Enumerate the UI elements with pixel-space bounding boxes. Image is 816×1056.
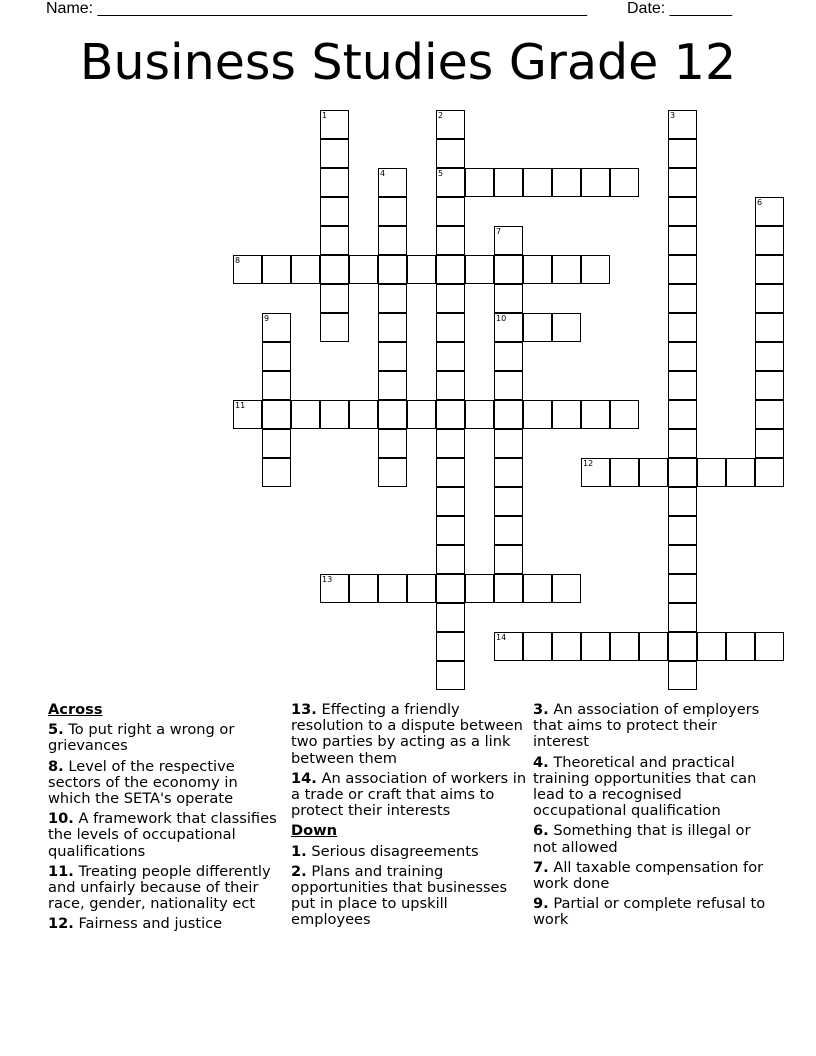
clue-item bbox=[533, 755, 769, 820]
crossword-cell[interactable] bbox=[436, 632, 465, 661]
crossword-cell[interactable] bbox=[349, 400, 378, 429]
clue-number: 14. bbox=[291, 769, 317, 787]
crossword-cell[interactable] bbox=[436, 342, 465, 371]
crossword-cell[interactable] bbox=[320, 139, 349, 168]
crossword-cell[interactable] bbox=[465, 255, 494, 284]
crossword-cell[interactable] bbox=[262, 255, 291, 284]
clue-item bbox=[48, 759, 284, 808]
clue-number: 7. bbox=[533, 858, 549, 876]
clue-text: Effecting a friendly resolution to a dispute between two parties by acting as a link between them bbox=[291, 701, 523, 767]
crossword-cell[interactable] bbox=[378, 458, 407, 487]
crossword-cell[interactable] bbox=[494, 632, 523, 661]
clue-number-label: 2 bbox=[438, 111, 444, 120]
crossword-cell[interactable] bbox=[436, 400, 465, 429]
crossword-cell[interactable] bbox=[668, 226, 697, 255]
clue-number: 9. bbox=[533, 895, 549, 913]
crossword-cell[interactable] bbox=[755, 226, 784, 255]
crossword-cell[interactable] bbox=[552, 255, 581, 284]
crossword-cell[interactable] bbox=[639, 458, 668, 487]
crossword-cell[interactable] bbox=[436, 226, 465, 255]
crossword-cell[interactable] bbox=[523, 255, 552, 284]
clue-text: Plans and training opportunities that businesses put in place to upskill employees bbox=[291, 862, 508, 929]
crossword-cell[interactable] bbox=[262, 342, 291, 371]
across-heading: Across bbox=[48, 701, 103, 718]
crossword-cell[interactable] bbox=[668, 371, 697, 400]
clue-item bbox=[533, 896, 769, 928]
clue-number-label: 6 bbox=[757, 198, 763, 207]
clue-number-label: 12 bbox=[583, 459, 594, 468]
crossword-cell[interactable] bbox=[262, 371, 291, 400]
clue-number-label: 13 bbox=[322, 575, 333, 584]
crossword-cell[interactable] bbox=[436, 429, 465, 458]
crossword-cell[interactable] bbox=[494, 284, 523, 313]
crossword-cell[interactable] bbox=[697, 458, 726, 487]
crossword-cell[interactable] bbox=[494, 226, 523, 255]
crossword-cell[interactable] bbox=[523, 168, 552, 197]
crossword-cell[interactable] bbox=[378, 226, 407, 255]
clue-column-2 bbox=[291, 702, 527, 929]
crossword-cell[interactable] bbox=[668, 313, 697, 342]
clue-text: To put right a wrong or grievances bbox=[48, 721, 235, 755]
crossword-cell[interactable] bbox=[378, 255, 407, 284]
crossword-cell[interactable] bbox=[436, 139, 465, 168]
crossword-cell[interactable] bbox=[262, 400, 291, 429]
clue-text: All taxable compensation for work done bbox=[533, 858, 764, 893]
crossword-cell[interactable] bbox=[668, 632, 697, 661]
clue-number: 13. bbox=[291, 701, 317, 718]
crossword-cell[interactable] bbox=[407, 400, 436, 429]
crossword-cell[interactable] bbox=[436, 516, 465, 545]
clue-number-label: 10 bbox=[496, 314, 507, 323]
crossword-cell[interactable] bbox=[610, 458, 639, 487]
crossword-cell[interactable] bbox=[349, 574, 378, 603]
clue-text: An association of workers in a trade or craft that aims to protect their interests bbox=[291, 769, 527, 820]
crossword-cell[interactable] bbox=[291, 400, 320, 429]
clue-column-1 bbox=[48, 702, 284, 933]
crossword-cell[interactable] bbox=[726, 458, 755, 487]
crossword-cell[interactable] bbox=[378, 313, 407, 342]
crossword-cell[interactable] bbox=[320, 255, 349, 284]
crossword-cell[interactable] bbox=[465, 168, 494, 197]
crossword-cell[interactable] bbox=[755, 400, 784, 429]
crossword-cell[interactable] bbox=[755, 342, 784, 371]
crossword-cell[interactable] bbox=[494, 168, 523, 197]
crossword-cell[interactable] bbox=[378, 342, 407, 371]
clue-item bbox=[533, 702, 769, 751]
clue-column-3 bbox=[533, 702, 769, 929]
page-title: Business Studies Grade 12 bbox=[79, 34, 737, 91]
crossword-cell[interactable] bbox=[697, 632, 726, 661]
crossword-cell[interactable] bbox=[436, 661, 465, 690]
clue-number: 6. bbox=[533, 822, 549, 840]
clue-number-label: 7 bbox=[496, 227, 502, 236]
crossword-cell[interactable] bbox=[349, 255, 378, 284]
clue-text: Something that is illegal or not allowed bbox=[533, 822, 751, 856]
crossword-cell[interactable] bbox=[552, 574, 581, 603]
crossword-cell[interactable] bbox=[494, 371, 523, 400]
clue-item bbox=[48, 864, 284, 913]
clue-text: Level of the respective sectors of the economy in which the SETA's operate bbox=[48, 757, 238, 808]
crossword-cell[interactable] bbox=[581, 255, 610, 284]
crossword-cell[interactable] bbox=[668, 661, 697, 690]
crossword-cell[interactable] bbox=[465, 574, 494, 603]
clue-number: 10. bbox=[48, 810, 74, 828]
clue-item bbox=[291, 844, 527, 860]
crossword-cell[interactable] bbox=[494, 400, 523, 429]
crossword-cell[interactable] bbox=[320, 574, 349, 603]
crossword-cell[interactable] bbox=[610, 168, 639, 197]
crossword-cell[interactable] bbox=[668, 516, 697, 545]
crossword-cell[interactable] bbox=[610, 632, 639, 661]
clue-number: 3. bbox=[533, 701, 549, 718]
crossword-cell[interactable] bbox=[378, 429, 407, 458]
crossword-cell[interactable] bbox=[668, 545, 697, 574]
crossword-cell[interactable] bbox=[755, 255, 784, 284]
crossword-cell[interactable] bbox=[494, 458, 523, 487]
crossword-cell[interactable] bbox=[436, 284, 465, 313]
crossword-cell[interactable] bbox=[581, 168, 610, 197]
crossword-cell[interactable] bbox=[378, 197, 407, 226]
crossword-cell[interactable] bbox=[291, 255, 320, 284]
crossword-cell[interactable] bbox=[523, 632, 552, 661]
crossword-cell[interactable] bbox=[668, 429, 697, 458]
crossword-cell[interactable] bbox=[755, 197, 784, 226]
crossword-cell[interactable] bbox=[552, 313, 581, 342]
crossword-cell[interactable] bbox=[755, 284, 784, 313]
crossword-cell[interactable] bbox=[755, 429, 784, 458]
clue-item bbox=[291, 771, 527, 820]
crossword-cell[interactable] bbox=[378, 168, 407, 197]
crossword-cell[interactable] bbox=[610, 400, 639, 429]
crossword-cell[interactable] bbox=[378, 284, 407, 313]
clue-item bbox=[533, 823, 769, 855]
crossword-cell[interactable] bbox=[320, 284, 349, 313]
crossword-cell[interactable] bbox=[436, 458, 465, 487]
crossword-cell[interactable] bbox=[668, 168, 697, 197]
crossword-cell[interactable] bbox=[494, 516, 523, 545]
crossword-cell[interactable] bbox=[320, 313, 349, 342]
clue-item bbox=[291, 702, 527, 767]
crossword-cell[interactable] bbox=[233, 255, 262, 284]
clue-item bbox=[48, 916, 284, 932]
crossword-cell[interactable] bbox=[407, 255, 436, 284]
clue-number: 12. bbox=[48, 915, 74, 933]
crossword-cell[interactable] bbox=[436, 574, 465, 603]
crossword-cell[interactable] bbox=[755, 371, 784, 400]
crossword-cell[interactable] bbox=[494, 255, 523, 284]
crossword-cell[interactable] bbox=[320, 168, 349, 197]
crossword-cell[interactable] bbox=[668, 487, 697, 516]
crossword-cell[interactable] bbox=[436, 603, 465, 632]
crossword-cell[interactable] bbox=[552, 168, 581, 197]
clue-number: 4. bbox=[533, 753, 549, 771]
crossword-cell[interactable] bbox=[581, 400, 610, 429]
clue-number-label: 14 bbox=[496, 633, 507, 642]
crossword-cell[interactable] bbox=[320, 110, 349, 139]
crossword-cell[interactable] bbox=[668, 458, 697, 487]
crossword-cell[interactable] bbox=[755, 313, 784, 342]
clue-text: Theoretical and practical training opportunities that can lead to a recognised occupational qualification bbox=[533, 753, 757, 820]
clue-item bbox=[533, 860, 769, 892]
crossword-cell[interactable] bbox=[581, 458, 610, 487]
clue-number: 2. bbox=[291, 862, 307, 880]
clue-number-label: 11 bbox=[235, 401, 246, 410]
clue-number: 11. bbox=[48, 862, 74, 880]
clue-number-label: 1 bbox=[322, 111, 328, 120]
crossword-cell[interactable] bbox=[755, 458, 784, 487]
crossword-cell[interactable] bbox=[378, 574, 407, 603]
crossword-cell[interactable] bbox=[668, 255, 697, 284]
clue-number: 5. bbox=[48, 721, 64, 739]
crossword-cell[interactable] bbox=[407, 574, 436, 603]
crossword-cell[interactable] bbox=[494, 313, 523, 342]
date-field[interactable]: Date: _______ bbox=[627, 0, 732, 17]
clue-text: Treating people differently and unfairly because of their race, gender, nationality ect bbox=[48, 862, 271, 913]
crossword-cell[interactable] bbox=[494, 342, 523, 371]
crossword-cell[interactable] bbox=[668, 574, 697, 603]
crossword-cell[interactable] bbox=[755, 632, 784, 661]
clue-number: 1. bbox=[291, 842, 307, 860]
crossword-cell[interactable] bbox=[523, 313, 552, 342]
crossword-cell[interactable] bbox=[320, 226, 349, 255]
clue-number-label: 8 bbox=[235, 256, 241, 265]
crossword-cell[interactable] bbox=[320, 400, 349, 429]
crossword-cell[interactable] bbox=[436, 168, 465, 197]
crossword-cell[interactable] bbox=[523, 400, 552, 429]
crossword-cell[interactable] bbox=[668, 139, 697, 168]
crossword-cell[interactable] bbox=[668, 110, 697, 139]
crossword-cell[interactable] bbox=[378, 400, 407, 429]
crossword-cell[interactable] bbox=[436, 313, 465, 342]
crossword-cell[interactable] bbox=[668, 197, 697, 226]
crossword-cell[interactable] bbox=[262, 458, 291, 487]
crossword-cell[interactable] bbox=[668, 400, 697, 429]
crossword-cell[interactable] bbox=[668, 284, 697, 313]
clue-text: An association of employers that aims to protect their interest bbox=[533, 701, 760, 751]
crossword-cell[interactable] bbox=[378, 371, 407, 400]
clue-text: Fairness and justice bbox=[78, 915, 223, 933]
crossword-cell[interactable] bbox=[552, 400, 581, 429]
crossword-cell[interactable] bbox=[494, 545, 523, 574]
clue-number-label: 3 bbox=[670, 111, 676, 120]
clue-item bbox=[48, 722, 284, 754]
crossword-cell[interactable] bbox=[726, 632, 755, 661]
crossword-cell[interactable] bbox=[233, 400, 262, 429]
crossword-cell[interactable] bbox=[494, 429, 523, 458]
clue-number-label: 9 bbox=[264, 314, 270, 323]
crossword-cell[interactable] bbox=[436, 545, 465, 574]
crossword-cell[interactable] bbox=[465, 400, 494, 429]
crossword-cell[interactable] bbox=[436, 371, 465, 400]
crossword-cell[interactable] bbox=[262, 313, 291, 342]
crossword-cell[interactable] bbox=[494, 574, 523, 603]
clue-item bbox=[291, 864, 527, 929]
clue-number-label: 5 bbox=[438, 169, 444, 178]
crossword-cell[interactable] bbox=[262, 429, 291, 458]
crossword-cell[interactable] bbox=[552, 632, 581, 661]
crossword-cell[interactable] bbox=[436, 197, 465, 226]
crossword-cell[interactable] bbox=[436, 110, 465, 139]
clue-text: Serious disagreements bbox=[311, 842, 479, 860]
crossword-cell[interactable] bbox=[639, 632, 668, 661]
clue-text: A framework that classifies the levels of occupational qualifications bbox=[48, 810, 277, 860]
crossword-cell[interactable] bbox=[320, 197, 349, 226]
crossword-cell[interactable] bbox=[436, 487, 465, 516]
crossword-cell[interactable] bbox=[523, 574, 552, 603]
crossword-cell[interactable] bbox=[436, 255, 465, 284]
clue-number: 8. bbox=[48, 757, 64, 775]
clue-item bbox=[48, 811, 284, 860]
crossword-cell[interactable] bbox=[668, 603, 697, 632]
crossword-cell[interactable] bbox=[668, 342, 697, 371]
crossword-cell[interactable] bbox=[494, 487, 523, 516]
down-heading: Down bbox=[291, 822, 338, 840]
crossword-cell[interactable] bbox=[581, 632, 610, 661]
name-field[interactable]: Name: _______________________________________________________ bbox=[46, 0, 587, 17]
clue-text: Partial or complete refusal to work bbox=[533, 895, 766, 929]
clue-number-label: 4 bbox=[380, 169, 386, 178]
